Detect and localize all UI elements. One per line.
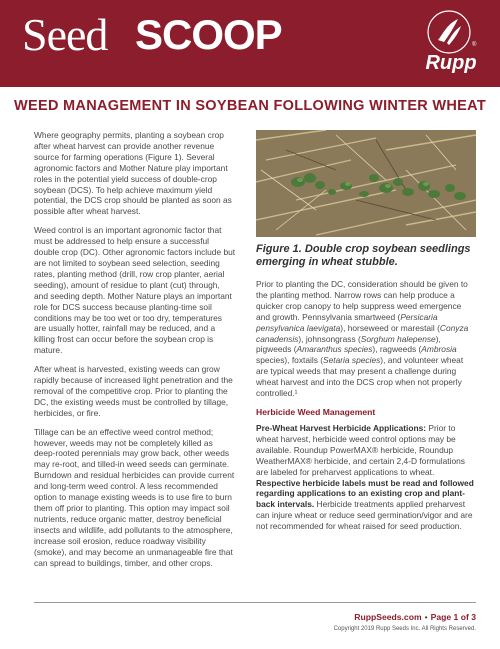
brand-scoop: SCOOP: [135, 11, 282, 58]
website-link[interactable]: RuppSeeds.com: [354, 612, 422, 622]
soybean-seedlings-photo: [256, 130, 476, 237]
footer-divider: [34, 602, 476, 603]
registered-mark: ®: [472, 42, 477, 48]
intro-paragraph: Where geography permits, planting a soybean crop after wheat harvest can provide another revenue source for farming operations (Figure 1). Several agronomic factors and Mother Nature play important roles in the potential yield success of double-crop soybean (DCS). To help achieve maximum yield potential, the DCS crop should be planted as soon as possible after wheat harvest.: [34, 130, 232, 217]
copyright-notice: Copyright 2019 Rupp Seeds Inc. All Rights Reserved.: [333, 626, 476, 632]
footer-separator: •: [424, 612, 428, 622]
preharvest-paragraph: Pre-Wheat Harvest Herbicide Applications: Prior to wheat harvest, herbicide weed control options may be available. Roundup PowerMAX® herbicide, Roundup WeatherMAX® herbicide, and certain 2,4-D formulations are labeled for preharvest applications to wheat. Respective herbicide labels must be read and followed regarding applications to an existing crop and plant-back intervals. Herbicide treatments applied preharvest can injure wheat or reduce seed germination/vigor and are not recommended for wheat raised for seed production.: [256, 422, 474, 532]
after-harvest-paragraph: After wheat is harvested, existing weeds can grow rapidly because of increased light penetration and the removal of the competitive crop. Prior to planting the DC, the existing weeds must be controlled by tillage, herbicides, or fire.: [34, 364, 233, 418]
header-banner: [0, 0, 500, 87]
left-column: [34, 130, 236, 576]
brand-seed: Seed: [22, 9, 108, 60]
rupp-logo-text: Rupp: [425, 52, 477, 74]
section-heading: Herbicide Weed Management: [256, 406, 376, 417]
rupp-logo-icon: [427, 10, 471, 54]
right-column: [256, 130, 476, 540]
page-number: Page 1 of 3: [430, 612, 476, 622]
planting-method-paragraph: Prior to planting the DC, consideration should be given to the planting method. Narrow rows can help produce a quicker crop canopy to help suppress weed emergence and growth. Pennsylvania smartweed (Persicaria pensylvanica laevigata), horseweed or marestail (Conyza canadensis), johnsongrass (Sorghum halepense), pigweeds (Amaranthus species), ragweeds (Ambrosia species), foxtails (Setaria species), and volunteer wheat are typical weeds that may present a challenge during wheat harvest and into the DCS crop when not properly controlled.¹: [256, 279, 469, 399]
tillage-paragraph: Tillage can be an effective weed control method; however, weeds may not be completely killed as deep-rooted perennials may grow back, other weeds may re-root, and tilled-in weed seeds can germinate. Burndown and residual herbicides can provide current and long-term weed control. A less recommended option to manage existing weeds is to use fire to burn them off prior to planting. This option may impact soil nutrients, reduce organic matter, destroy beneficial insects and wildlife, add pollutants to the atmosphere, increase soil erosion, reduce roadway visibility (smoke), and may become an unmanageable fire that can spread to buildings, timber, and other crops.: [34, 426, 235, 568]
weed-control-paragraph: Weed control is an important agronomic factor that must be addressed to help ensure a successful double crop (DC). Other agronomic factors include but are not limited to soybean seed selection, seeding rates, planting method (drill, row crop planter, aerial seeding), amount of residue to plant (cut) through, and seeding depth. Mother Nature plays an important role for DCS success because planting-time soil conditions may be too wet or too dry, temperatures are usually hotter, rainfall may be reduced, and a killing frost can occur before the soybean crop is mature.: [34, 225, 236, 356]
page-title: WEED MANAGEMENT IN SOYBEAN FOLLOWING WINTER WHEAT: [14, 98, 486, 114]
footer-line: [354, 612, 476, 622]
figure-caption: Figure 1. Double crop soybean seedlings emerging in wheat stubble.: [256, 243, 471, 268]
